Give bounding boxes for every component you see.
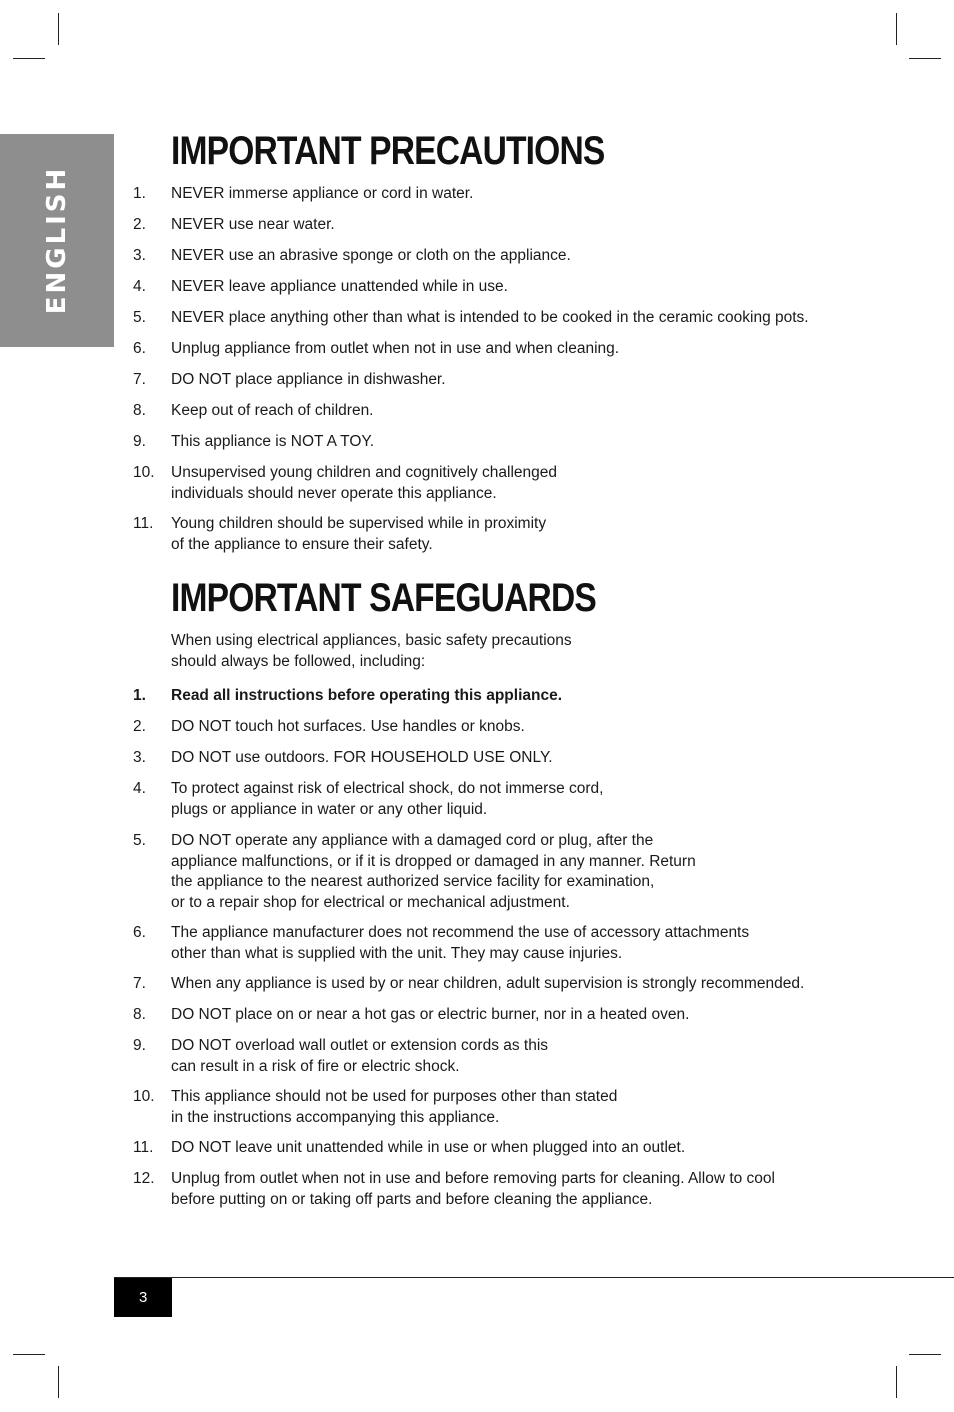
crop-mark — [58, 1366, 59, 1398]
item-number: 6. — [133, 924, 146, 941]
safeguards-intro: When using electrical appliances, basic safety precautions should always be followed, including: — [171, 632, 572, 670]
item-text: Read all instructions before operating this appliance. — [171, 687, 563, 704]
item-text: Young children should be supervised while in proximity of the appliance to ensure their safety. — [171, 515, 547, 553]
item-number: 10. — [133, 1088, 155, 1105]
item-number: 4. — [133, 278, 146, 295]
item-number: 12. — [133, 1170, 155, 1187]
item-text: DO NOT leave unit unattended while in use or when plugged into an outlet. — [171, 1139, 686, 1156]
item-number: 6. — [133, 340, 146, 357]
item-text: Unplug from outlet when not in use and before removing parts for cleaning. Allow to cool before putting on or taking off parts and before cleaning the appliance. — [171, 1170, 775, 1208]
item-number: 3. — [133, 247, 146, 264]
item-text: Unsupervised young children and cognitively challenged individuals should never operate this appliance. — [171, 464, 558, 502]
item-number: 7. — [133, 371, 146, 388]
crop-mark — [13, 58, 45, 59]
item-text: Unplug appliance from outlet when not in use and when cleaning. — [171, 340, 620, 357]
item-number: 7. — [133, 975, 146, 992]
footer-rule — [114, 1277, 954, 1278]
item-text: When any appliance is used by or near children, adult supervision is strongly recommended. — [171, 975, 805, 992]
item-text: DO NOT place on or near a hot gas or electric burner, nor in a heated oven. — [171, 1006, 690, 1023]
item-text: NEVER use near water. — [171, 216, 335, 233]
item-number: 5. — [133, 309, 146, 326]
item-number: 8. — [133, 402, 146, 419]
item-text: DO NOT overload wall outlet or extension cords as this can result in a risk of fire or electric shock. — [171, 1037, 549, 1075]
item-number: 11. — [133, 1139, 154, 1156]
item-number: 10. — [133, 464, 155, 481]
crop-mark — [896, 13, 897, 45]
item-text: NEVER leave appliance unattended while in use. — [171, 278, 508, 295]
item-number: 9. — [133, 1037, 146, 1054]
item-text: DO NOT operate any appliance with a damaged cord or plug, after the appliance malfunctions, or if it is dropped or damaged in any manner. Return the appliance to the nearest authorized service facility for examination, or to a repair shop for electrical or mechanical adjustment. — [171, 832, 696, 911]
item-number: 3. — [133, 749, 146, 766]
item-text: NEVER place anything other than what is intended to be cooked in the ceramic cooking pots. — [171, 309, 809, 326]
item-text: NEVER use an abrasive sponge or cloth on the appliance. — [171, 247, 571, 264]
item-text: To protect against risk of electrical shock, do not immerse cord, plugs or appliance in water or any other liquid. — [171, 780, 604, 818]
item-number: 1. — [133, 185, 146, 202]
item-text: DO NOT place appliance in dishwasher. — [171, 371, 446, 388]
item-number: 11. — [133, 515, 154, 532]
crop-mark — [896, 1366, 897, 1398]
language-tab — [0, 134, 114, 347]
item-text: DO NOT touch hot surfaces. Use handles or knobs. — [171, 718, 525, 735]
precautions-heading: IMPORTANT PRECAUTIONS — [171, 129, 605, 173]
item-number: 1. — [133, 687, 146, 704]
crop-mark — [58, 13, 59, 45]
item-number: 2. — [133, 216, 146, 233]
item-text: This appliance is NOT A TOY. — [171, 433, 375, 450]
item-text: This appliance should not be used for purposes other than stated in the instructions accompanying this appliance. — [171, 1088, 618, 1126]
page-number: 3 — [114, 1278, 172, 1317]
item-text: Keep out of reach of children. — [171, 402, 374, 419]
item-number: 9. — [133, 433, 146, 450]
safeguards-heading: IMPORTANT SAFEGUARDS — [171, 576, 596, 620]
item-text: DO NOT use outdoors. FOR HOUSEHOLD USE ONLY. — [171, 749, 553, 766]
item-number: 2. — [133, 718, 146, 735]
item-number: 5. — [133, 832, 146, 849]
item-text: NEVER immerse appliance or cord in water. — [171, 185, 474, 202]
item-number: 4. — [133, 780, 146, 797]
language-tab-label: ENGLISH — [42, 165, 72, 315]
item-text: The appliance manufacturer does not recommend the use of accessory attachments other than what is supplied with the unit. They may cause injuries. — [171, 924, 750, 962]
crop-mark — [909, 58, 941, 59]
item-number: 8. — [133, 1006, 146, 1023]
crop-mark — [909, 1354, 941, 1355]
crop-mark — [13, 1354, 45, 1355]
